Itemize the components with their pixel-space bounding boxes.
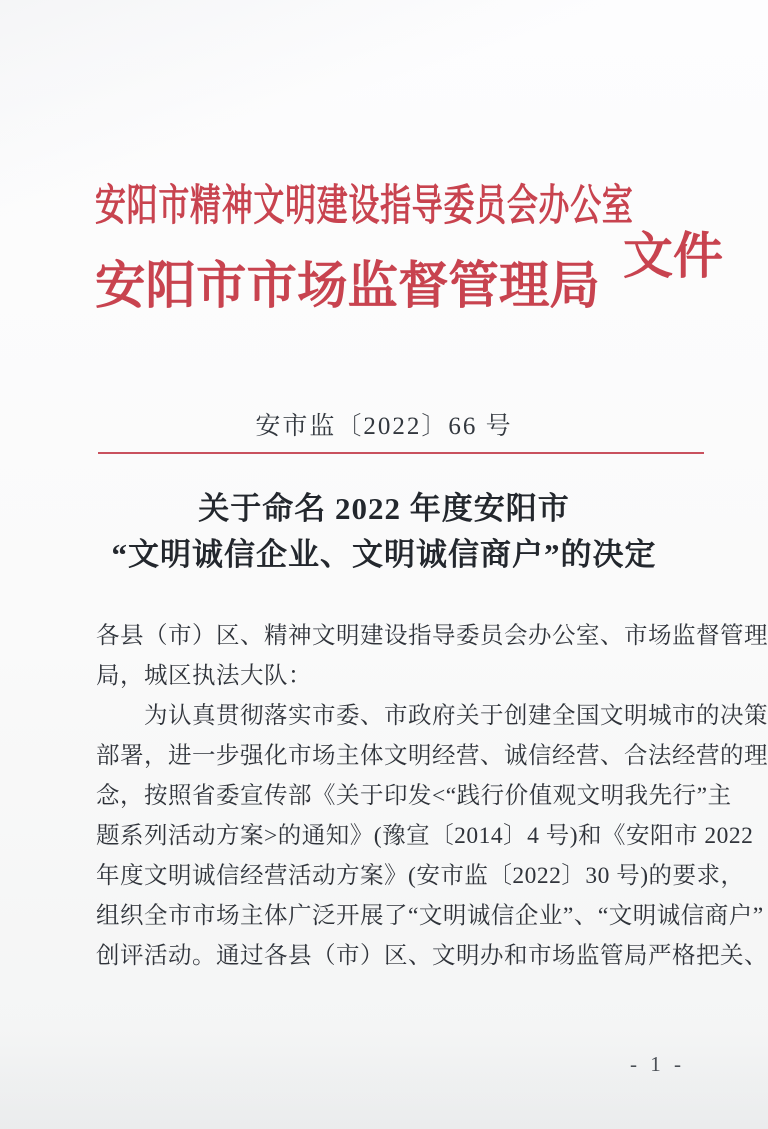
body-line: 为认真贯彻落实市委、市政府关于创建全国文明城市的决策 <box>96 703 768 729</box>
page-number: - 1 - <box>630 1052 685 1076</box>
document-title <box>0 486 768 578</box>
header-organization-2: 安阳市市场监督管理局 <box>95 259 600 315</box>
document-body <box>96 616 768 976</box>
body-line: 念，按照省委宣传部《关于印发<“践行价值观文明我先行”主 <box>96 783 732 809</box>
header-document-label: 文件 <box>623 228 723 284</box>
body-line: 年度文明诚信经营活动方案》(安市监〔2022〕30 号)的要求， <box>96 863 745 889</box>
body-line: 创评活动。通过各县（市）区、文明办和市场监管局严格把关、 <box>96 943 768 969</box>
document-number: 安市监〔2022〕66 号 <box>255 413 513 440</box>
body-line: 组织全市市场主体广泛开展了“文明诚信企业”、“文明诚信商户” <box>96 903 764 929</box>
document-title-line-1: 关于命名 2022 年度安阳市 <box>198 491 570 526</box>
document-title-line-2: “文明诚信企业、文明诚信商户”的决定 <box>111 537 657 572</box>
body-line: 部署，进一步强化市场主体文明经营、诚信经营、合法经营的理 <box>96 743 768 769</box>
body-line: 各县（市）区、精神文明建设指导委员会办公室、市场监督管理 <box>96 623 768 649</box>
body-line: 题系列活动方案>的通知》(豫宣〔2014〕4 号)和《安阳市 2022 <box>96 823 754 849</box>
header-organization-1: 安阳市精神文明建设指导委员会办公室 <box>95 183 634 230</box>
red-divider-line <box>98 452 704 454</box>
body-line: 局，城区执法大队： <box>96 663 312 689</box>
